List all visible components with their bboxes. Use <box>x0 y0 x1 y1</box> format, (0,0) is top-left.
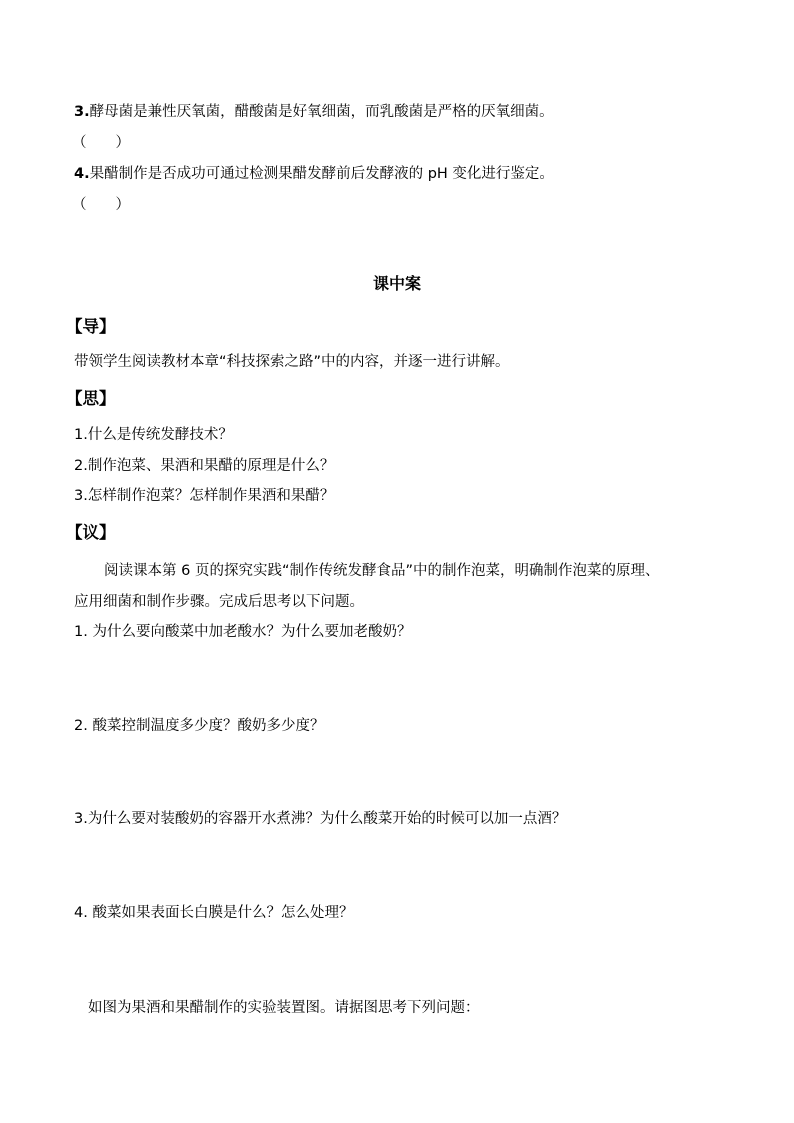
guide-text: 带领学生阅读教材本章“科技探索之路”中的内容，并逐一进行讲解。 <box>74 354 510 370</box>
discuss-question-1: 1. 为什么要向酸菜中加老酸水？为什么要加老酸奶？ <box>74 624 412 640</box>
discuss-question-4: 4. 酸菜如果表面长白膜是什么？怎么处理？ <box>74 905 354 921</box>
judgment-item-3-answer-blank[interactable]: （ ） <box>72 135 130 151</box>
judgment-item-3 <box>74 102 554 122</box>
discuss-intro-line-2: 应用细菌和制作步骤。完成后思考以下问题。 <box>74 594 364 610</box>
discuss-question-3: 3.为什么要对装酸奶的容器开水煮沸？为什么酸菜开始的时候可以加一点酒？ <box>74 811 567 827</box>
judgment-item-3-number: 3. <box>74 104 90 120</box>
judgment-item-3-text: 酵母菌是兼性厌氧菌，醋酸菌是好氧细菌，而乳酸菌是严格的厌氧细菌。 <box>89 104 554 120</box>
section-title: 课中案 <box>373 274 422 293</box>
figure-intro-text: 如图为果酒和果醋制作的实验装置图。请据图思考下列问题： <box>88 1000 480 1016</box>
guide-heading: 【导】 <box>66 317 116 336</box>
judgment-item-4-text: 果醋制作是否成功可通过检测果醋发酵前后发酵液的 pH 变化进行鉴定。 <box>89 166 554 182</box>
judgment-item-4 <box>74 164 554 184</box>
discuss-heading: 【议】 <box>66 523 116 542</box>
think-question-3: 3.怎样制作泡菜？怎样制作果酒和果醋？ <box>74 488 335 504</box>
think-heading: 【思】 <box>66 389 116 408</box>
judgment-item-4-answer-blank[interactable]: （ ） <box>72 197 130 213</box>
think-question-1: 1.什么是传统发酵技术？ <box>74 427 233 443</box>
think-question-2: 2.制作泡菜、果酒和果醋的原理是什么？ <box>74 458 335 474</box>
discuss-intro-line-1: 阅读课本第 6 页的探究实践“制作传统发酵食品”中的制作泡菜，明确制作泡菜的原理、 <box>104 563 660 579</box>
discuss-question-2: 2. 酸菜控制温度多少度？酸奶多少度？ <box>74 718 325 734</box>
judgment-item-4-number: 4. <box>74 166 90 182</box>
